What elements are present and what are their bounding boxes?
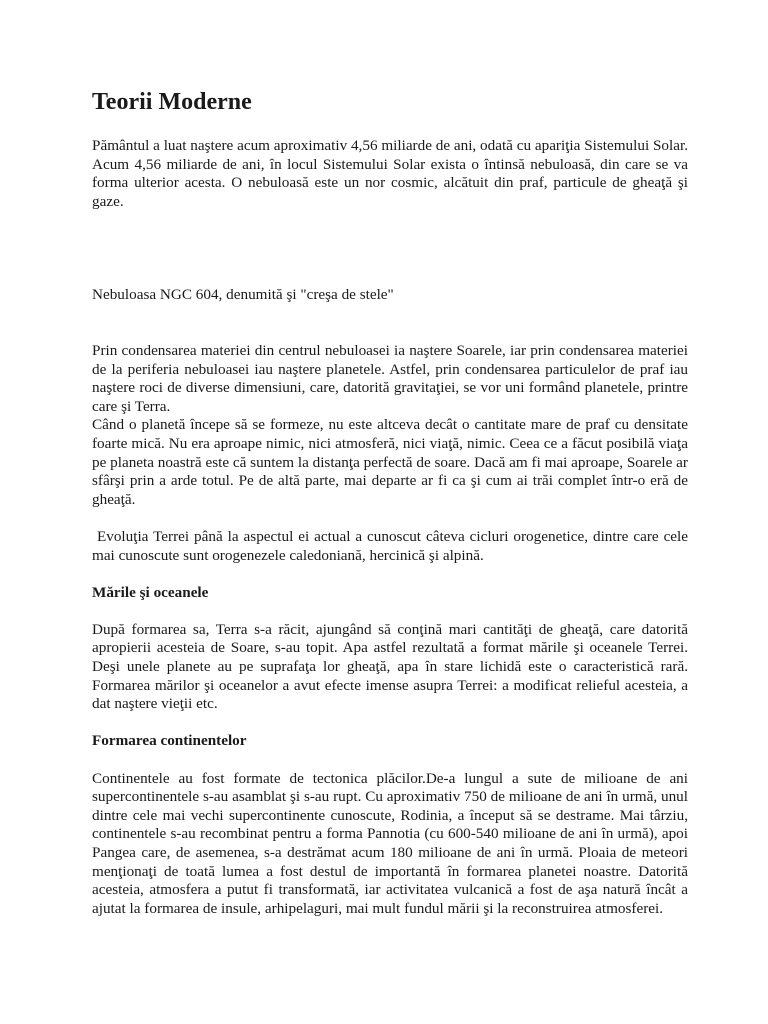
paragraph-spacer — [92, 565, 688, 584]
formation-paragraph-1: Prin condensarea materiei din centrul nebuloasei ia naştere Soarele, iar prin condensarea materiei de la periferia nebuloasei iau naştere planetele. Astfel, prin condensarea particulelor de praf iau naştere roci de diverse dimensiuni, care, datorită gravitaţiei, se vor uni formând planetele, printre care şi Terra. — [92, 341, 688, 415]
image-caption: Nebuloasa NGC 604, denumită şi "creşa de stele" — [92, 286, 394, 304]
continents-paragraph: Continentele au fost formate de tectonica plăcilor.De-a lungul a sute de milioane de ani supercontinentele s-au asamblat şi s-au rupt. Cu aproximativ 750 de milioane de ani în urmă, unul dintre cele mai vechi supercontinente cunoscute, Rodinia, a început să se destrame. Mai târziu, continentele s-au recombinat pentru a forma Pannotia (cu 600-540 milioane de ani în urmă), apoi Pangea care, de asemenea, s-a destrămat acum 180 milioane de ani în urmă. Ploaia de meteori menţionaţi de toată lumea a fost destul de importantă în formarea planetei noastre. Datorită acesteia, atmosfera a putut fi transformată, iar activitatea vulcanică a fost de aşa natură încât a ajutat la formarea de insule, arhipelaguri, mai mult fundul mării şi la reconstruirea atmosferei. — [92, 769, 688, 917]
evolution-paragraph: Evoluţia Terrei până la aspectul ei actual a cunoscut câteva cicluri orogenetice, dintre care cele mai cunoscute sunt orogenezele caledoniană, hercinică şi alpină. — [92, 527, 692, 564]
page-title: Teorii Moderne — [92, 89, 252, 115]
intro-paragraph: Pământul a luat naştere acum aproximativ 4,56 miliarde de ani, odată cu apariţia Sistemului Solar. Acum 4,56 miliarde de ani, în locul Sistemului Solar exista o întinsă nebuloasă, din care se va forma ulterior acesta. O nebuloasă este un nor cosmic, alcătuit din praf, particule de gheaţă şi gaze. — [92, 137, 688, 210]
section-heading-continents: Formarea continentelor — [92, 732, 247, 750]
oceans-paragraph: După formarea sa, Terra s-a răcit, ajungând să conţină mari cantităţi de gheaţă, care datorită apropierii acesteia de Soare, s-au topit. Apa astfel rezultată a format mările şi oceanele Terrei. Deşi unele planete au pe suprafaţa lor gheaţă, apa în stare lichidă este o caracteristică rară. Formarea mărilor şi oceanelor a avut efecte imense asupra Terrei: a modificat relieful acesteia, a dat naştere vieţii etc. — [92, 620, 688, 713]
section-heading-oceans: Mările şi oceanele — [92, 583, 209, 601]
paragraph-spacer — [92, 509, 688, 528]
formation-paragraph-2: Când o planetă începe să se formeze, nu este altceva decât o cantitate mare de praf cu densitate foarte mică. Nu era aproape nimic, nici atmosferă, nici viaţă, nimic. Ceea ce a făcut posibilă viaţa pe planeta noastră este că suntem la distanţa perfectă de soare. Dacă am fi mai aproape, Soarele ar sfârşi prin a arde totul. Pe de altă parte, mai departe ar fi ca şi cum ai trăi complet într-o eră de gheaţă. — [92, 416, 688, 508]
